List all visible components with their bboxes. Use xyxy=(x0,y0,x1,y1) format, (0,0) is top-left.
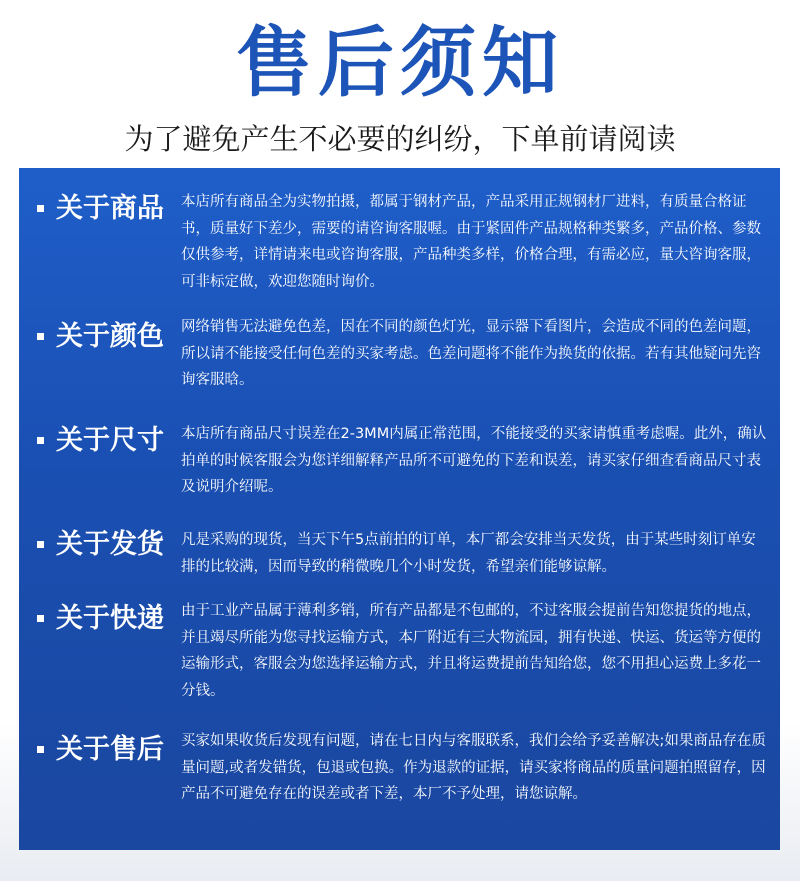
bullet-icon xyxy=(37,205,44,212)
page-subtitle: 为了避免产生不必要的纠纷，下单前请阅读 xyxy=(124,122,676,156)
section-heading: 关于商品 xyxy=(56,193,164,224)
page-title: 售后须知 xyxy=(236,18,564,107)
section-body: 本店所有商品尺寸误差在2-3MM内属正常范围，不能接受的买家请慎重考虑喔。此外，确认拍单的时候客服会为您详细解释产品所不可避免的下差和误差，请买家仔细查看商品尺寸表及说明介绍呢。 xyxy=(181,426,767,495)
section-body: 网络销售无法避免色差，因在不同的颜色灯光，显示器下看图片，会造成不同的色差问题，所以请不能接受任何色差的买家考虑。色差问题将不能作为换货的依据。若有其他疑问先咨询客服晗。 xyxy=(181,319,761,388)
section-heading: 关于发货 xyxy=(56,529,164,560)
bullet-icon xyxy=(37,541,44,548)
section-heading: 关于售后 xyxy=(56,734,164,765)
section-heading: 关于快递 xyxy=(56,603,164,634)
bullet-icon xyxy=(37,746,44,753)
section-heading: 关于颜色 xyxy=(56,321,164,352)
notice-panel xyxy=(19,168,780,850)
section-body: 买家如果收货后发现有问题，请在七日内与客服联系，我们会给予妥善解决;如果商品存在质量问题,或者发错货，包退或包换。作为退款的证据，请买家将商品的质量问题拍照留存，因产品不可避免存在的误差或者下差，本厂不予处理，请您谅解。 xyxy=(181,733,766,802)
section-body: 由于工业产品属于薄利多销，所有产品都是不包邮的，不过客服会提前告知您提货的地点，并且竭尽所能为您寻找运输方式，本厂附近有三大物流园，拥有快递、快运、货运等方便的运输形式，客服会为您选择运输方式，并且将运费提前告知给您，您不用担心运费上多花一分钱。 xyxy=(181,603,761,699)
bullet-icon xyxy=(37,333,44,340)
bullet-icon xyxy=(37,615,44,622)
section-body: 凡是采购的现货，当天下午5点前拍的订单，本厂都会安排当天发货，由于某些时刻订单安排的比较满，因而导致的稍微晚几个小时发货，希望亲们能够谅解。 xyxy=(181,532,756,575)
section-heading: 关于尺寸 xyxy=(56,425,164,456)
section-body: 本店所有商品全为实物拍摄，都属于钢材产品，产品采用正规钢材厂进料，有质量合格证书，质量好下差少，需要的请咨询客服喔。由于紧固件产品规格种类繁多，产品价格、参数仅供参考，详情请来电或咨询客服，产品种类多样，价格合理，有需必应，量大咨询客服，可非标定做，欢迎您随时询价。 xyxy=(181,194,761,290)
bullet-icon xyxy=(37,437,44,444)
